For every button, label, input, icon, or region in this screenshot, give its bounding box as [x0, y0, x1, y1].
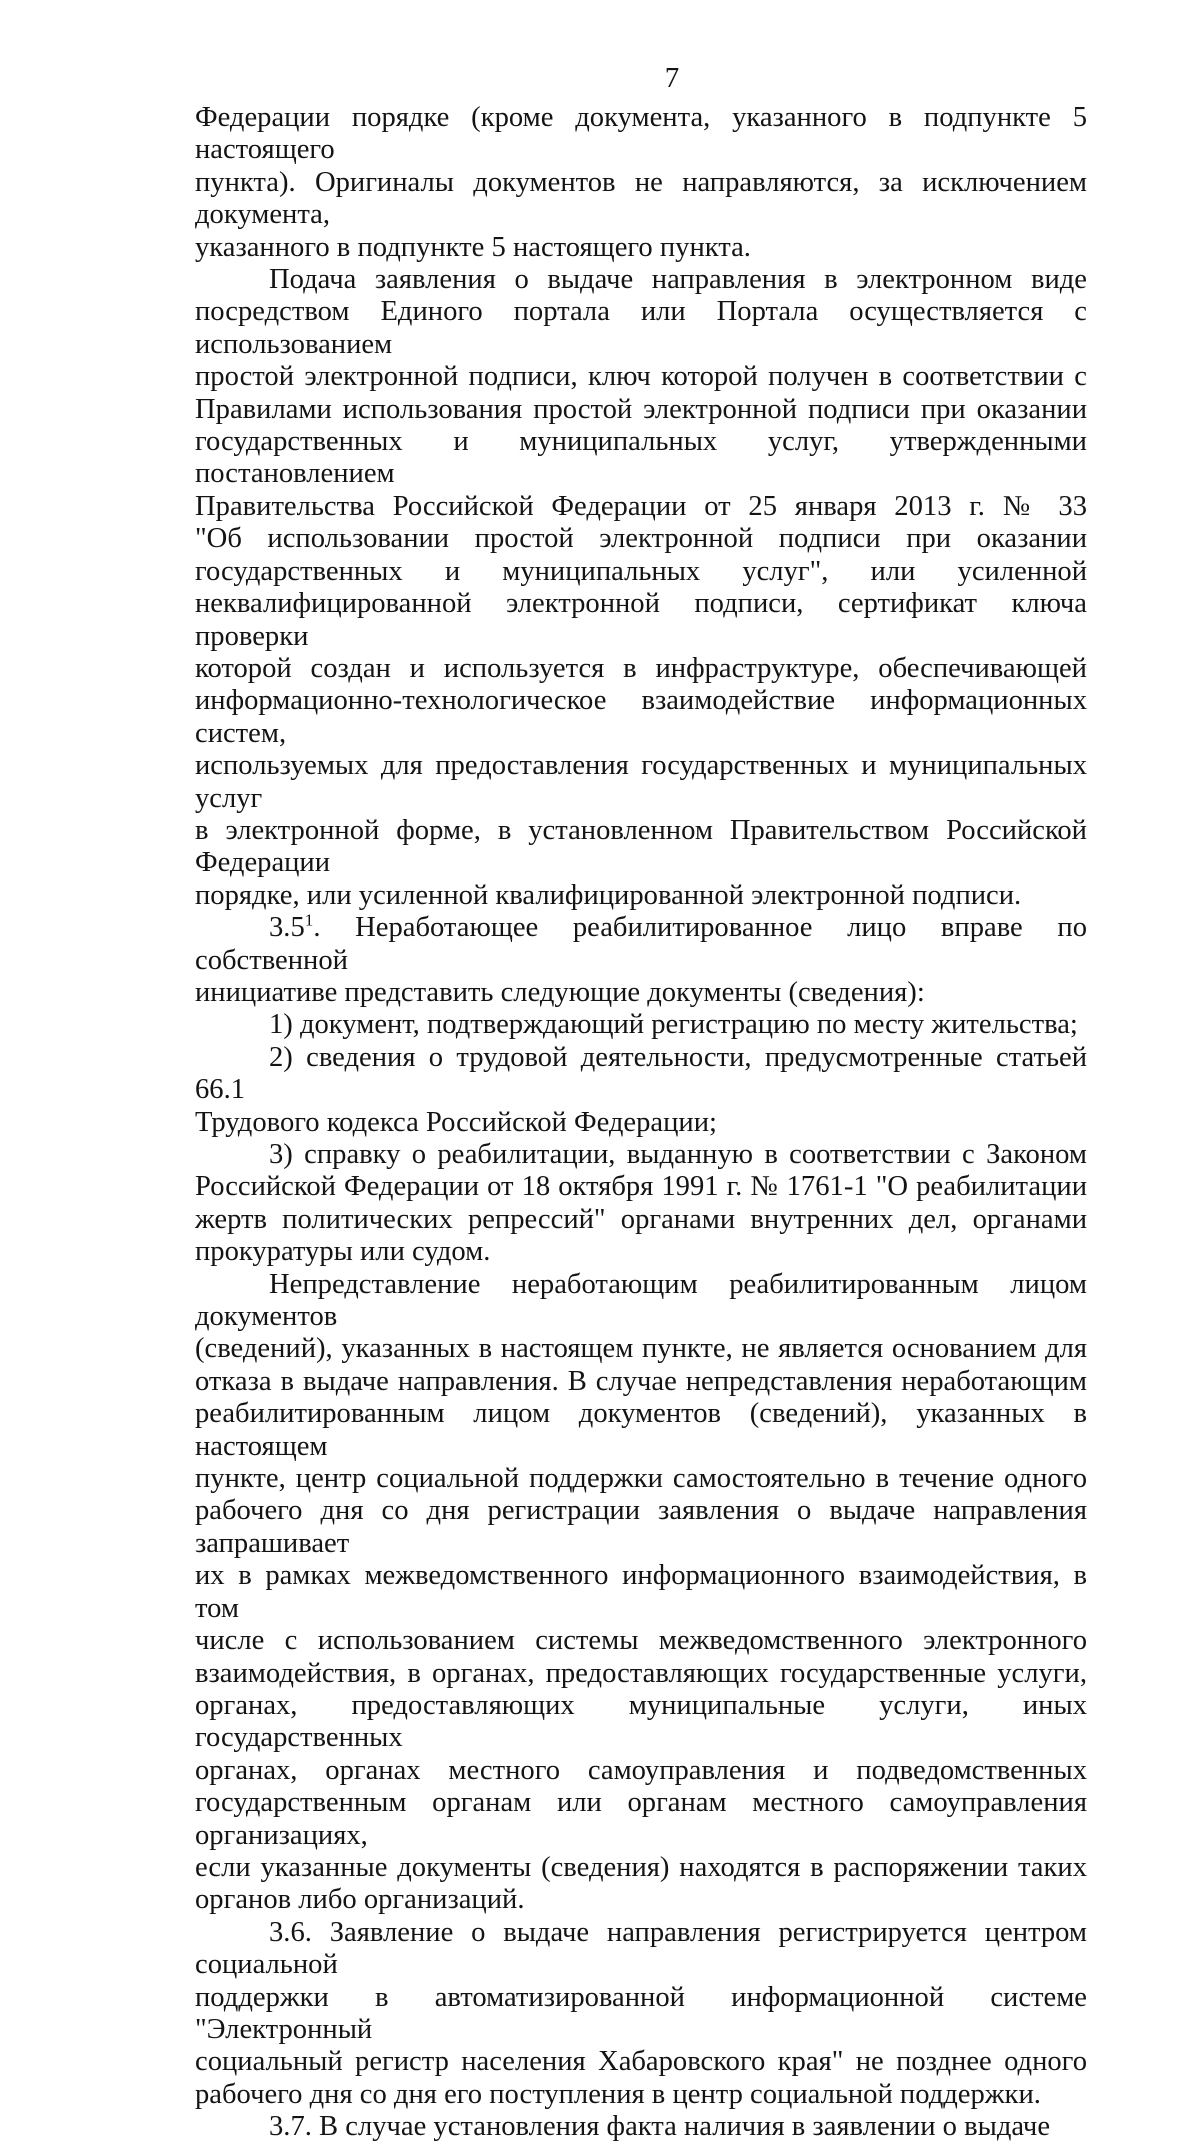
text-line: рабочего дня со дня его поступления в центр социальной поддержки.	[195, 2078, 1041, 2110]
text-line: используемых для предоставления государственных и муниципальных услуг	[195, 750, 1087, 814]
text-line: Правилами использования простой электронной подписи при оказании	[195, 393, 1087, 425]
text-line: пункте, центр социальной поддержки самостоятельно в течение одного	[195, 1463, 1087, 1495]
text-line: $3.5^1$. Неработающее реабилитированное лицо вправе по собственной	[195, 910, 1087, 976]
text-line: порядке, или усиленной квалифицированной электронной подписи.	[195, 879, 1022, 911]
text-line: жертв политических репрессий" органами внутренних дел, органами	[195, 1203, 1087, 1235]
text-line: государственных и муниципальных услуг", или усиленной	[195, 555, 1087, 587]
text-line: 3.6. Заявление о выдаче направления регистрируется центром социальной	[195, 1916, 1087, 1981]
text-line: простой электронной подписи, ключ которой получен в соответствии с	[195, 361, 1087, 393]
text-line: Трудового кодекса Российской Федерации;	[195, 1106, 717, 1138]
text-line: их в рамках межведомственного информационного взаимодействия, в том	[195, 1560, 1087, 1624]
text-line: Непредставление неработающим реабилитированным лицом документов	[195, 1268, 1087, 1333]
text-line: "Об использовании простой электронной подписи при оказании	[195, 523, 1087, 555]
text-line: Российской Федерации от 18 октября 1991 г. № 1761-1 "О реабилитации	[195, 1171, 1087, 1203]
text-line: в электронной форме, в установленном Правительством Российской Федерации	[195, 814, 1087, 879]
text-line: пункта). Оригиналы документов не направляются, за исключением документа,	[195, 166, 1087, 231]
page-number: 7	[664, 62, 680, 94]
text-line: реабилитированным лицом документов (сведений), указанных в настоящем	[195, 1398, 1087, 1462]
text-line: рабочего дня со дня регистрации заявления о выдаче направления запрашивает	[195, 1495, 1087, 1559]
text-line: неквалифицированной электронной подписи, сертификат ключа проверки	[195, 588, 1087, 652]
text-line: социальный регистр населения Хабаровского края" не позднее одного	[195, 2046, 1087, 2078]
text-line: инициативе представить следующие документы (сведения):	[195, 976, 925, 1008]
document-body	[195, 102, 1087, 2144]
text-line: государственным органам или органам местного самоуправления организациях,	[195, 1787, 1087, 1851]
text-line: (сведений), указанных в настоящем пункте, не является основанием для	[195, 1333, 1087, 1365]
text-line: органов либо организаций.	[195, 1884, 525, 1916]
text-line: числе с использованием системы межведомственного электронного	[195, 1625, 1087, 1657]
text-line: которой создан и используется в инфраструктуре, обеспечивающей	[195, 652, 1087, 684]
text-line: Правительства Российской Федерации от 25 января 2013 г. № 33	[195, 490, 1087, 522]
text-line: прокуратуры или судом.	[195, 1236, 491, 1268]
text-line: органах, органах местного самоуправления и подведомственных	[195, 1754, 1087, 1786]
text-line: посредством Единого портала или Портала осуществляется с использованием	[195, 296, 1087, 360]
text-line: указанного в подпункте 5 настоящего пункта.	[195, 231, 751, 263]
text-line: 2) сведения о трудовой деятельности, предусмотренные статьей 66.1	[195, 1041, 1087, 1106]
text-line: государственных и муниципальных услуг, утвержденными постановлением	[195, 426, 1087, 490]
text-line: отказа в выдаче направления. В случае непредставления неработающим	[195, 1365, 1087, 1397]
text-line: Подача заявления о выдаче направления в электронном виде	[269, 264, 1087, 296]
text-line: информационно-технологическое взаимодействие информационных систем,	[195, 685, 1087, 749]
text-line: 3) справку о реабилитации, выданную в соответствии с Законом	[269, 1139, 1087, 1170]
text-line: 1) документ, подтверждающий регистрацию по месту жительства;	[269, 1009, 1078, 1041]
superscript-one: 1	[304, 910, 314, 930]
text-line: Федерации порядке (кроме документа, указанного в подпункте 5 настоящего	[195, 102, 1087, 166]
text-line: поддержки в автоматизированной информационной системе "Электронный	[195, 1981, 1087, 2045]
text-line: органах, предоставляющих муниципальные услуги, иных государственных	[195, 1689, 1087, 1754]
text-line: 3.7. В случае установления факта наличия в заявлении о выдаче	[269, 2111, 1051, 2143]
text-line: взаимодействия, в органах, предоставляющих государственные услуги,	[195, 1657, 1087, 1689]
text-line: если указанные документы (сведения) находятся в распоряжении таких	[195, 1851, 1087, 1883]
